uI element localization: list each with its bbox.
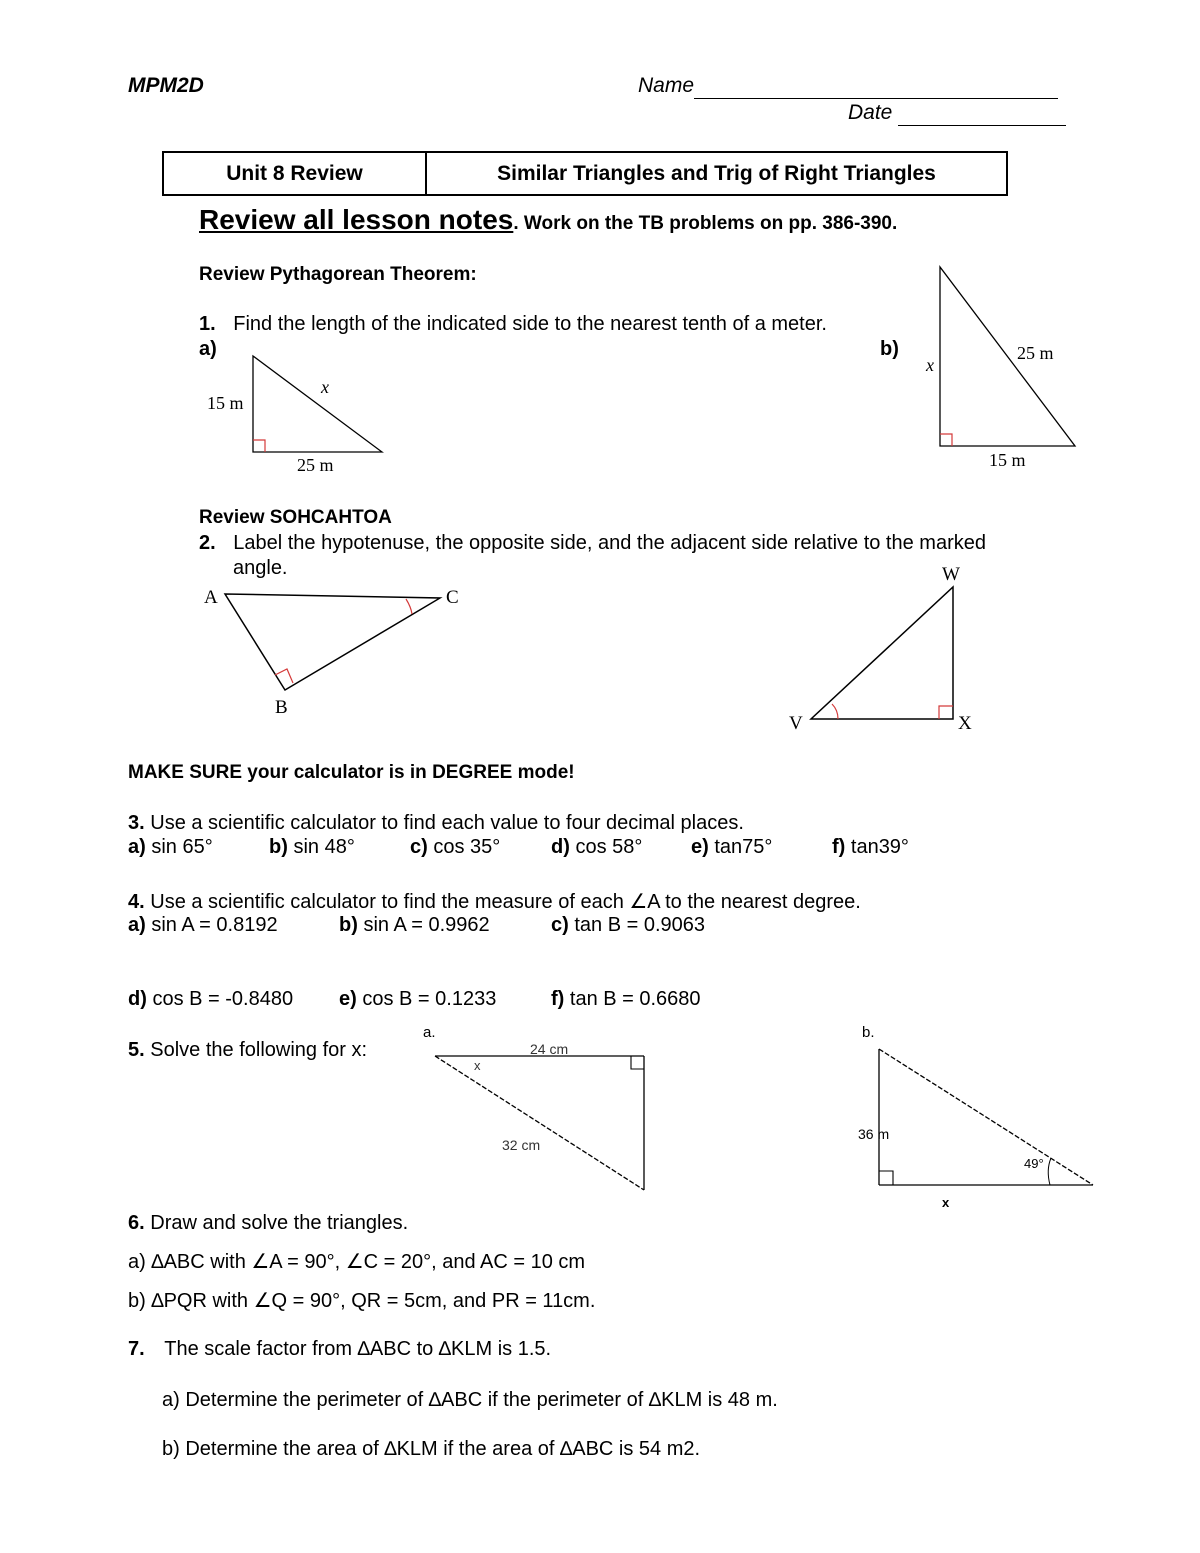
q6-part-a: a) ∆ABC with ∠A = 90°, ∠C = 20°, and AC = 10 cm [128, 1251, 586, 1273]
q5a-top-label: 24 cm [530, 1041, 569, 1057]
q1b-side-label: x [926, 355, 934, 375]
q5a-triangle [423, 1024, 644, 1190]
degree-mode-note: MAKE SURE your calculator is in DEGREE mode! [128, 762, 575, 783]
right-angle-mark [879, 1171, 893, 1185]
q6-text: Draw and solve the triangles. [144, 1212, 409, 1234]
label-B: B [275, 697, 288, 718]
q3-e-label: e) [691, 836, 709, 858]
q3-number: 3. [128, 812, 145, 834]
q4-f-text: tan B = 0.6680 [564, 988, 701, 1010]
q3-e-text: tan75° [708, 836, 773, 858]
angle-mark [406, 599, 412, 614]
right-angle-mark [939, 706, 953, 719]
angle-mark [832, 704, 838, 719]
q4-text: Use a scientific calculator to find the measure of each ∠A to the nearest degree. [144, 891, 861, 913]
q1-part-a-label: a) [199, 338, 217, 360]
q3-text: Use a scientific calculator to find each value to four decimal places. [144, 812, 744, 834]
label-X: X [958, 713, 972, 734]
q3-a-label: a) [128, 836, 146, 858]
q4-b-text: sin A = 0.9962 [357, 914, 490, 936]
label-V: V [789, 713, 803, 734]
label-W: W [942, 564, 960, 585]
q7-text: The scale factor from ∆ABC to ∆KLM is 1.5. [164, 1338, 552, 1360]
q1a-hyp-label: x [321, 377, 329, 397]
q3-c-text: cos 35° [427, 836, 501, 858]
q1b-hyp-label: 25 m [1017, 343, 1054, 363]
q1a-side-label: 15 m [207, 393, 244, 413]
q5a-angle-label: x [474, 1058, 481, 1073]
q5-number: 5. [128, 1039, 145, 1061]
q6-part-b: b) ∆PQR with ∠Q = 90°, QR = 5cm, and PR = 11cm. [128, 1290, 596, 1312]
q4-e-label: e) [339, 988, 357, 1010]
q3-d-text: cos 58° [569, 836, 643, 858]
q1b-triangle [925, 267, 1075, 470]
q3-f-label: f) [832, 836, 846, 858]
unit-title-left: Unit 8 Review [163, 152, 426, 195]
q4-d-text: cos B = -0.8480 [146, 988, 294, 1010]
q4-a-text: sin A = 0.8192 [145, 914, 278, 936]
q7-part-a: a) Determine the perimeter of ∆ABC if the perimeter of ∆KLM is 48 m. [162, 1389, 778, 1411]
q3-f-text: tan39° [845, 836, 909, 858]
q5b-angle-label: 49° [1024, 1156, 1044, 1171]
q5-text: Solve the following for x: [144, 1039, 368, 1061]
q1a-triangle [207, 356, 382, 475]
q5b-bottom-label: x [942, 1195, 950, 1210]
q1-number: 1. [199, 313, 216, 335]
q5b-side-label: 36 m [858, 1126, 890, 1142]
q2-triangle-vwx [789, 564, 972, 734]
q5b-label: b. [862, 1024, 875, 1041]
q4-a-label: a) [128, 914, 146, 936]
q4-c-label: c) [551, 914, 569, 936]
q4-number: 4. [128, 891, 145, 913]
course-code: MPM2D [128, 74, 204, 97]
unit-title-right: Similar Triangles and Trig of Right Triangles [426, 152, 1007, 195]
q4-e-text: cos B = 0.1233 [356, 988, 497, 1010]
q2-text-2: angle. [233, 557, 288, 579]
q7-part-b: b) Determine the area of ∆KLM if the area of ∆ABC is 54 m2. [162, 1438, 701, 1460]
q5a-label: a. [423, 1024, 436, 1041]
q2-text-1: Label the hypotenuse, the opposite side, and the adjacent side relative to the marked [233, 532, 986, 554]
name-label: Name [638, 74, 695, 97]
q4-b-label: b) [339, 914, 358, 936]
q3-c-label: c) [410, 836, 428, 858]
q6-number: 6. [128, 1212, 145, 1234]
q1b-bottom-label: 15 m [989, 450, 1026, 470]
q3-b-text: sin 48° [287, 836, 355, 858]
q4-f-label: f) [551, 988, 565, 1010]
q4-d-label: d) [128, 988, 147, 1010]
q1-part-b-label: b) [880, 338, 899, 360]
intro-rest: . Work on the TB problems on pp. 386-390. [513, 213, 898, 234]
right-angle-mark [253, 440, 265, 452]
q3-a-text: sin 65° [145, 836, 213, 858]
q3-d-label: d) [551, 836, 570, 858]
q1a-bottom-label: 25 m [297, 455, 334, 475]
intro-big: Review all lesson notes [199, 204, 514, 235]
angle-mark [1048, 1158, 1051, 1185]
right-angle-mark [940, 434, 952, 446]
q1-text: Find the length of the indicated side to the nearest tenth of a meter. [233, 313, 827, 335]
pythagorean-heading: Review Pythagorean Theorem: [199, 264, 477, 285]
label-A: A [204, 587, 218, 608]
right-angle-mark [631, 1056, 644, 1069]
q4-c-text: tan B = 0.9063 [568, 914, 706, 936]
q2-number: 2. [199, 532, 216, 554]
q5a-hyp-label: 32 cm [502, 1137, 541, 1153]
right-angle-mark [275, 669, 293, 683]
q5b-triangle [858, 1024, 1093, 1210]
q7-number: 7. [128, 1338, 145, 1360]
sohcahtoa-heading: Review SOHCAHTOA [199, 507, 392, 528]
date-label: Date [848, 101, 893, 124]
q2-triangle-abc [204, 587, 459, 718]
label-C: C [446, 587, 459, 608]
q3-b-label: b) [269, 836, 288, 858]
